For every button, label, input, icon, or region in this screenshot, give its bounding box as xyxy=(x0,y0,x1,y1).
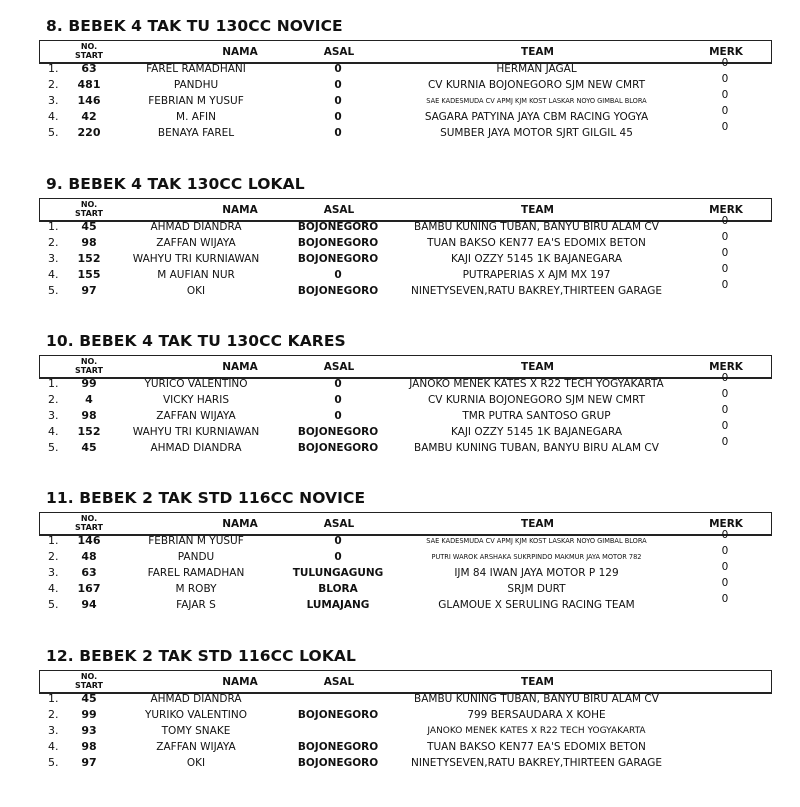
bike-brand: 0 xyxy=(721,420,729,432)
rank-number: 2. xyxy=(48,78,59,91)
rider-team: NINETYSEVEN,RATU BAKREY,THIRTEEN GARAGE xyxy=(411,285,662,297)
rank-number: 2. xyxy=(48,550,59,563)
rider-name: WAHYU TRI KURNIAWAN xyxy=(132,253,260,265)
rider-team: IJM 84 IWAN JAYA MOTOR P 129 xyxy=(454,567,619,579)
section-title: 9. BEBEK 4 TAK 130CC LOKAL xyxy=(46,175,305,193)
header-no-start-line: NO. xyxy=(80,514,98,523)
header-no-start-line: NO. xyxy=(80,672,98,681)
start-number: 146 xyxy=(77,94,101,107)
rank-number: 3. xyxy=(48,409,59,422)
section-title: 12. BEBEK 2 TAK STD 116CC LOKAL xyxy=(46,647,357,665)
bike-brand: 0 xyxy=(721,404,729,416)
rider-team: 799 BERSAUDARA X KOHE xyxy=(467,709,606,721)
rank-number: 4. xyxy=(48,425,59,438)
rider-name: M AUFIAN NUR xyxy=(157,269,235,281)
rider-team: BAMBU KUNING TUBAN, BANYU BIRU ALAM CV xyxy=(414,693,659,705)
header-merk: MERK xyxy=(709,204,743,216)
rank-number: 2. xyxy=(48,393,59,406)
header-team: TEAM xyxy=(521,46,554,58)
rider-team: TUAN BAKSO KEN77 EA'S EDOMIX BETON xyxy=(427,741,646,753)
header-asal: ASAL xyxy=(323,361,355,373)
rider-origin: BOJONEGORO xyxy=(297,253,379,265)
bike-brand: 0 xyxy=(721,388,729,400)
rider-team: KAJI OZZY 5145 1K BAJANEGARA xyxy=(450,426,623,438)
rider-name: ZAFFAN WIJAYA xyxy=(156,410,236,422)
rider-name: YURICO VALENTINO xyxy=(144,378,248,390)
rider-team: KAJI OZZY 5145 1K BAJANEGARA xyxy=(450,253,623,265)
start-number: 93 xyxy=(81,724,97,737)
rank-number: 5. xyxy=(48,598,59,611)
rank-number: 1. xyxy=(48,534,59,547)
header-nama: NAMA xyxy=(222,46,258,58)
header-no-start xyxy=(66,357,112,375)
rider-team: SAE KADESMUDA CV APMJ KJM KOST LASKAR NOYO GIMBAL BLORA xyxy=(426,537,647,545)
rider-team: SAE KADESMUDA CV APMJ KJM KOST LASKAR NOYO GIMBAL BLORA xyxy=(426,97,647,105)
rider-name: OKI xyxy=(186,285,206,297)
start-number: 4 xyxy=(85,393,93,406)
bike-brand: 0 xyxy=(721,436,729,448)
header-no-start xyxy=(66,672,112,690)
rider-name: FAREL RAMADHANI xyxy=(146,63,246,75)
rider-origin: BOJONEGORO xyxy=(297,426,379,438)
rider-origin: 0 xyxy=(334,111,342,123)
header-no-start-line: NO. xyxy=(80,357,98,366)
rider-team: CV KURNIA BOJONEGORO SJM NEW CMRT xyxy=(427,79,646,91)
rank-number: 2. xyxy=(48,708,59,721)
rider-origin: 0 xyxy=(334,378,342,390)
rider-origin: BLORA xyxy=(318,583,358,595)
header-no-start xyxy=(66,200,112,218)
rider-origin: LUMAJANG xyxy=(306,599,370,611)
rider-name: OKI xyxy=(186,757,206,769)
start-number: 97 xyxy=(81,284,97,297)
start-number: 155 xyxy=(77,268,101,281)
rider-name: FEBRIAN M YUSUF xyxy=(148,95,244,107)
table-row xyxy=(0,247,800,267)
start-number: 152 xyxy=(77,425,101,438)
header-no-start-line: NO. xyxy=(80,42,98,51)
rider-origin: 0 xyxy=(334,551,342,563)
start-number: 45 xyxy=(81,220,97,233)
table-row xyxy=(0,279,800,299)
table-row xyxy=(0,89,800,109)
start-number: 99 xyxy=(81,708,97,721)
header-asal: ASAL xyxy=(323,518,355,530)
start-number: 45 xyxy=(81,441,97,454)
header-merk: MERK xyxy=(709,361,743,373)
rider-name: BENAYA FAREL xyxy=(157,127,235,139)
rider-name: FAJAR S xyxy=(176,599,216,611)
start-number: 94 xyxy=(81,598,97,611)
rider-origin: BOJONEGORO xyxy=(297,757,379,769)
rider-origin: 0 xyxy=(334,95,342,107)
rider-team: SRJM DURT xyxy=(507,583,566,595)
rider-name: ZAFFAN WIJAYA xyxy=(156,741,236,753)
rider-origin: 0 xyxy=(334,269,342,281)
header-no-start xyxy=(66,42,112,60)
header-no-start-line: START xyxy=(74,523,104,532)
rider-origin: BOJONEGORO xyxy=(297,237,379,249)
table-row xyxy=(0,121,800,141)
section-title: 11. BEBEK 2 TAK STD 116CC NOVICE xyxy=(46,489,366,507)
bike-brand: 0 xyxy=(721,372,729,384)
header-asal: ASAL xyxy=(323,676,355,688)
rank-number: 4. xyxy=(48,740,59,753)
bike-brand: 0 xyxy=(721,247,729,259)
header-no-start-line: START xyxy=(74,366,104,375)
table-row xyxy=(0,436,800,456)
table-row xyxy=(0,73,800,93)
bike-brand: 0 xyxy=(721,73,729,85)
header-no-start-line: START xyxy=(74,51,104,60)
rider-origin: 0 xyxy=(334,410,342,422)
start-number: 98 xyxy=(81,409,97,422)
rider-team: TUAN BAKSO KEN77 EA'S EDOMIX BETON xyxy=(427,237,646,249)
rider-name: VICKY HARIS xyxy=(162,394,229,406)
rank-number: 1. xyxy=(48,62,59,75)
start-number: 48 xyxy=(81,550,97,563)
rider-origin: 0 xyxy=(334,394,342,406)
rank-number: 3. xyxy=(48,566,59,579)
rank-number: 3. xyxy=(48,94,59,107)
bike-brand: 0 xyxy=(721,215,729,227)
rider-name: FEBRIAN M YUSUF xyxy=(148,535,244,547)
rank-number: 5. xyxy=(48,756,59,769)
table-row xyxy=(0,263,800,283)
rider-team: TMR PUTRA SANTOSO GRUP xyxy=(462,410,611,422)
table-row xyxy=(0,593,800,613)
rider-origin: 0 xyxy=(334,127,342,139)
start-number: 220 xyxy=(77,126,101,139)
bike-brand: 0 xyxy=(721,121,729,133)
header-no-start xyxy=(66,514,112,532)
table-row xyxy=(0,404,800,424)
rank-number: 5. xyxy=(48,441,59,454)
rider-origin: 0 xyxy=(334,63,342,75)
bike-brand: 0 xyxy=(721,231,729,243)
table-row xyxy=(0,231,800,251)
table-row xyxy=(0,105,800,125)
table-row xyxy=(0,723,800,739)
table-row xyxy=(0,57,800,77)
bike-brand: 0 xyxy=(721,263,729,275)
start-number: 63 xyxy=(81,566,97,579)
table-row xyxy=(0,561,800,581)
start-number: 63 xyxy=(81,62,97,75)
header-nama: NAMA xyxy=(222,361,258,373)
start-number: 167 xyxy=(77,582,101,595)
section-title: 10. BEBEK 4 TAK TU 130CC KARES xyxy=(46,332,346,350)
rider-name: YURIKO VALENTINO xyxy=(144,709,248,721)
table-row xyxy=(0,215,800,235)
bike-brand: 0 xyxy=(721,593,729,605)
header-team: TEAM xyxy=(521,518,554,530)
rank-number: 1. xyxy=(48,377,59,390)
table-row xyxy=(0,545,800,565)
rank-number: 2. xyxy=(48,236,59,249)
start-number: 42 xyxy=(81,110,97,123)
start-number: 98 xyxy=(81,236,97,249)
rank-number: 4. xyxy=(48,268,59,281)
table-row xyxy=(0,529,800,549)
rider-team: NINETYSEVEN,RATU BAKREY,THIRTEEN GARAGE xyxy=(411,757,662,769)
header-nama: NAMA xyxy=(222,204,258,216)
table-row xyxy=(0,707,800,723)
table-row xyxy=(0,388,800,408)
rider-team: SUMBER JAYA MOTOR SJRT GILGIL 45 xyxy=(440,127,633,139)
rider-name: WAHYU TRI KURNIAWAN xyxy=(132,426,260,438)
header-merk: MERK xyxy=(709,46,743,58)
rank-number: 3. xyxy=(48,252,59,265)
rider-team: SAGARA PATYINA JAYA CBM RACING YOGYA xyxy=(424,111,649,123)
rider-origin: BOJONEGORO xyxy=(297,221,379,233)
rider-team: BAMBU KUNING TUBAN, BANYU BIRU ALAM CV xyxy=(414,442,659,454)
rider-name: M. AFIN xyxy=(176,111,216,123)
rider-team: HERMAN JAGAL xyxy=(496,63,577,75)
rider-name: PANDHU xyxy=(173,79,219,91)
header-asal: ASAL xyxy=(323,204,355,216)
header-nama: NAMA xyxy=(222,518,258,530)
rider-name: ZAFFAN WIJAYA xyxy=(156,237,236,249)
rider-name: TOMY SNAKE xyxy=(161,725,231,737)
rider-origin: TULUNGAGUNG xyxy=(292,567,384,579)
header-no-start-line: START xyxy=(74,681,104,690)
rider-team: CV KURNIA BOJONEGORO SJM NEW CMRT xyxy=(427,394,646,406)
rider-team: GLAMOUE X SERULING RACING TEAM xyxy=(438,599,635,611)
rider-name: PANDU xyxy=(177,551,215,563)
rider-origin: 0 xyxy=(334,79,342,91)
start-number: 97 xyxy=(81,756,97,769)
rank-number: 3. xyxy=(48,724,59,737)
header-nama: NAMA xyxy=(222,676,258,688)
start-number: 99 xyxy=(81,377,97,390)
rider-origin: 0 xyxy=(334,535,342,547)
bike-brand: 0 xyxy=(721,57,729,69)
start-number: 481 xyxy=(77,78,101,91)
rank-number: 1. xyxy=(48,220,59,233)
rider-team: JANOKO MENEK KATES X R22 TECH YOGYAKARTA xyxy=(409,378,664,390)
table-row xyxy=(0,739,800,755)
header-asal: ASAL xyxy=(323,46,355,58)
start-number: 152 xyxy=(77,252,101,265)
bike-brand: 0 xyxy=(721,279,729,291)
rider-team: PUTRI WAROK ARSHAKA SUKRPINDO MAKMUR JAYA MOTOR 782 xyxy=(431,553,642,561)
section-title: 8. BEBEK 4 TAK TU 130CC NOVICE xyxy=(46,17,343,35)
rank-number: 1. xyxy=(48,692,59,705)
table-row xyxy=(0,577,800,597)
rider-origin: BOJONEGORO xyxy=(297,285,379,297)
rank-number: 4. xyxy=(48,110,59,123)
rider-name: AHMAD DIANDRA xyxy=(150,693,242,705)
table-row xyxy=(0,691,800,707)
rider-name: AHMAD DIANDRA xyxy=(150,442,242,454)
rider-team: PUTRAPERIAS X AJM MX 197 xyxy=(462,269,611,281)
rider-name: M ROBY xyxy=(175,583,217,595)
header-no-start-line: NO. xyxy=(80,200,98,209)
rank-number: 4. xyxy=(48,582,59,595)
bike-brand: 0 xyxy=(721,561,729,573)
header-no-start-line: START xyxy=(74,209,104,218)
bike-brand: 0 xyxy=(721,105,729,117)
header-merk: MERK xyxy=(709,518,743,530)
bike-brand: 0 xyxy=(721,577,729,589)
rider-team: JANOKO MENEK KATES X R22 TECH YOGYAKARTA xyxy=(427,726,646,736)
rider-name: FAREL RAMADHAN xyxy=(147,567,245,579)
rank-number: 5. xyxy=(48,126,59,139)
header-team: TEAM xyxy=(521,361,554,373)
bike-brand: 0 xyxy=(721,529,729,541)
rider-origin: BOJONEGORO xyxy=(297,442,379,454)
rider-team: BAMBU KUNING TUBAN, BANYU BIRU ALAM CV xyxy=(414,221,659,233)
table-row xyxy=(0,372,800,392)
start-number: 146 xyxy=(77,534,101,547)
header-team: TEAM xyxy=(521,204,554,216)
rider-origin: BOJONEGORO xyxy=(297,741,379,753)
bike-brand: 0 xyxy=(721,545,729,557)
table-row xyxy=(0,420,800,440)
bike-brand: 0 xyxy=(721,89,729,101)
rider-name: AHMAD DIANDRA xyxy=(150,221,242,233)
rider-origin: BOJONEGORO xyxy=(297,709,379,721)
header-team: TEAM xyxy=(521,676,554,688)
rank-number: 5. xyxy=(48,284,59,297)
start-number: 98 xyxy=(81,740,97,753)
table-row xyxy=(0,755,800,771)
start-number: 45 xyxy=(81,692,97,705)
